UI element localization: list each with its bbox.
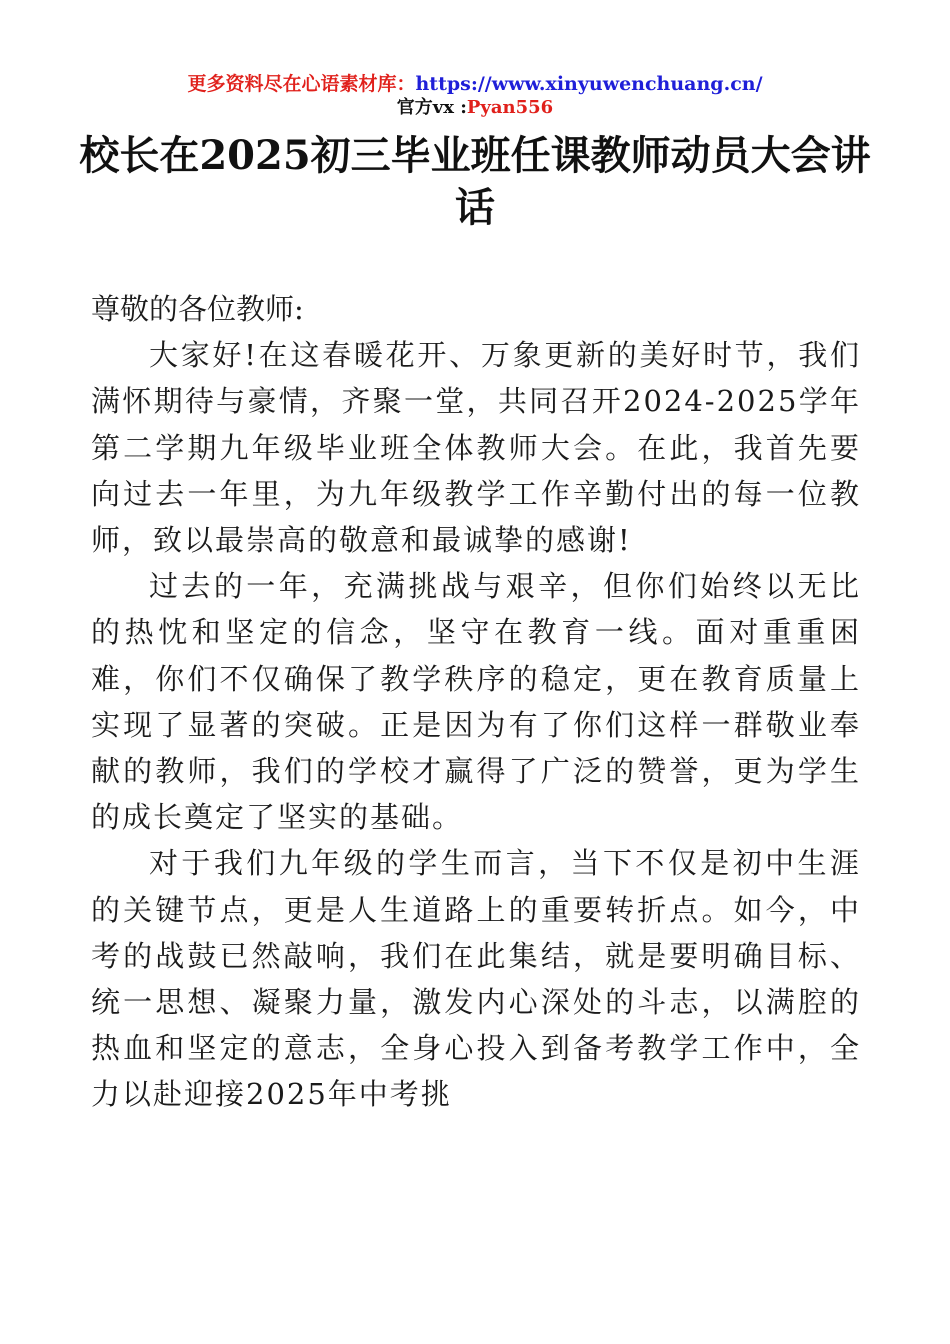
promo-url-link[interactable]: https://www.xinyuwenchuang.cn/ [415, 73, 763, 95]
contact-id: Pyan556 [466, 97, 554, 118]
body-paragraph-1: 大家好!在这春暖花开、万象更新的美好时节，我们满怀期待与豪情，齐聚一堂，共同召开2024-2025学年第二学期九年级毕业班全体教师大会。在此，我首先要向过去一年里，为九年级教学工作辛勤付出的每一位教师，致以最崇高的敬意和最诚挚的感谢! [91, 338, 861, 558]
promo-prefix-text: 更多资料尽在心语素材库： [187, 73, 416, 95]
document-title: 校长在2025初三毕业班任课教师动员大会讲话 [79, 132, 871, 231]
salutation: 尊敬的各位教师: [91, 292, 304, 326]
contact-header [0, 96, 950, 120]
document-body [91, 286, 861, 1118]
body-paragraph-2: 过去的一年，充满挑战与艰辛，但你们始终以无比的热忱和坚定的信念，坚守在教育一线。面对重重困难，你们不仅确保了教学秩序的稳定，更在教育质量上实现了显著的突破。正是因为有了你们这样一群敬业奉献的教师，我们的学校才赢得了广泛的赞誉，更为学生的成长奠定了坚实的基础。 [91, 569, 861, 835]
contact-label: 官方vx : [396, 97, 467, 118]
promo-header [0, 72, 950, 96]
body-paragraph-3: 对于我们九年级的学生而言，当下不仅是初中生涯的关键节点，更是人生道路上的重要转折点。如今，中考的战鼓已然敲响，我们在此集结，就是要明确目标、统一思想、凝聚力量，激发内心深处的斗志，以满腔的热血和坚定的意志，全身心投入到备考教学工作中，全力以赴迎接2025年中考挑 [91, 846, 861, 1112]
